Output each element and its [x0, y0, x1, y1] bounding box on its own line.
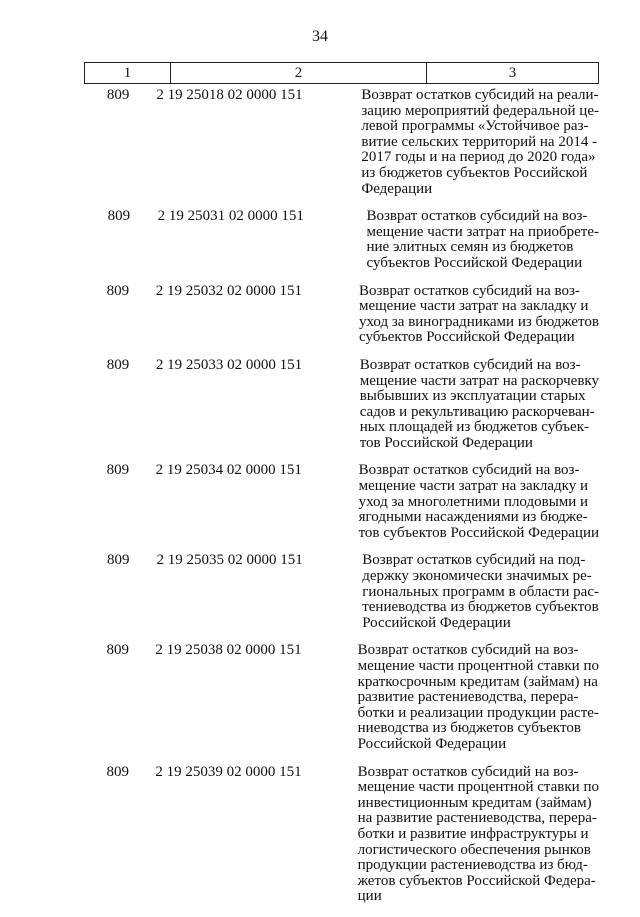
- description-line: Возврат остатков субсидий на воз-: [366, 208, 588, 225]
- description-line: краткосрочным кредитам (займам) на: [357, 673, 598, 690]
- description-line: Российской Федерации: [362, 614, 511, 631]
- kbk-code-cell: 2 19 25034 02 0000 151: [155, 462, 302, 479]
- table-row: [84, 358, 599, 452]
- description-line: 2017 годы и на период до 2020 года»: [361, 149, 596, 166]
- description-line: ботки и реализации продукции расте-: [357, 704, 599, 721]
- description-line: ных площадей из бюджетов субъек-: [359, 419, 589, 436]
- description-line: Возврат остатков субсидий на воз-: [357, 642, 579, 659]
- description-line: Российской Федерации: [357, 735, 507, 752]
- table-row: [84, 643, 599, 752]
- column-header-3: 3: [508, 64, 517, 81]
- kbk-code-cell: 2 19 25018 02 0000 151: [156, 87, 303, 103]
- description-line: развитие растениеводства, перера-: [357, 689, 579, 706]
- description-line: ции: [357, 888, 382, 905]
- description-line: тов Российской Федерации: [359, 434, 533, 451]
- description-line: продукции растениеводства из бюд-: [357, 857, 588, 874]
- description-line: гиональных программ в области рас-: [362, 583, 599, 600]
- description-line: Возврат остатков субсидий на под-: [362, 552, 586, 569]
- description-cell: [360, 358, 599, 452]
- kbk-code-cell: 2 19 25039 02 0000 151: [155, 763, 302, 780]
- description-cell: [361, 88, 599, 197]
- admin-code-cell: 809: [106, 87, 130, 103]
- description-line: мещение части затрат на закладку и: [358, 298, 589, 315]
- description-line: уход за многолетними плодовыми и: [358, 493, 589, 510]
- description-line: субъектов Российской Федерации: [366, 254, 583, 271]
- description-line: логистического обеспечения рынков: [357, 841, 591, 858]
- description-line: мещение части процентной ставки по: [357, 658, 599, 674]
- table-body: [84, 88, 599, 917]
- description-line: мещение части затрат на раскорчевку: [359, 372, 599, 389]
- description-line: Возврат остатков субсидий на воз-: [357, 763, 579, 780]
- description-line: на развитие растениеводства, перера-: [357, 810, 597, 827]
- description-line: ботки и развитие инфраструктуры и: [357, 825, 589, 842]
- description-line: мещение части затрат на приобрете-: [366, 223, 599, 240]
- kbk-code-cell: 2 19 25033 02 0000 151: [155, 356, 303, 373]
- description-cell: [358, 765, 599, 905]
- description-line: зацию мероприятий федеральной це-: [361, 102, 599, 119]
- description-line: Возврат остатков субсидий на воз-: [358, 462, 580, 479]
- description-line: из бюджетов субъектов Российской: [361, 164, 588, 181]
- table-row: [84, 284, 599, 346]
- description-line: ягодными насаждениями из бюдже-: [358, 509, 588, 526]
- kbk-code-cell: 2 19 25035 02 0000 151: [156, 552, 303, 569]
- column-header-2: 2: [171, 63, 427, 83]
- column-header-1: 1: [85, 63, 171, 83]
- description-line: витие сельских территорий на 2014 -: [361, 133, 598, 150]
- description-line: субъектов Российской Федерации: [358, 329, 575, 346]
- admin-code-cell: 809: [107, 552, 130, 569]
- description-cell: [366, 209, 599, 271]
- admin-code-cell: 809: [107, 208, 131, 225]
- description-line: ние элитных семян из бюджетов: [366, 239, 574, 256]
- description-line: садов и рекультивацию раскорчеван-: [359, 403, 595, 420]
- description-line: Федерации: [361, 180, 433, 197]
- admin-code-cell: 809: [106, 763, 129, 780]
- table-row: [84, 209, 599, 271]
- description-line: держку экономически значимых ре-: [362, 568, 592, 585]
- description-line: жетов субъектов Российской Федера-: [357, 872, 596, 889]
- table-row: [84, 553, 599, 631]
- admin-code-cell: 809: [106, 462, 130, 479]
- description-cell: [362, 553, 599, 631]
- description-line: уход за виноградниками из бюджетов: [358, 313, 599, 330]
- kbk-code-cell: 2 19 25032 02 0000 151: [155, 282, 302, 299]
- page-number: 34: [312, 28, 328, 45]
- admin-code-cell: 809: [106, 356, 130, 373]
- description-line: выбывших из эксплуатации старых: [359, 388, 586, 405]
- description-cell: [358, 643, 599, 752]
- table-header-row: [84, 62, 599, 84]
- table-row: [84, 765, 599, 905]
- description-line: инвестиционным кредитам (займам): [357, 794, 592, 811]
- admin-code-cell: 809: [106, 642, 129, 659]
- table-row: [84, 463, 599, 541]
- description-cell: [359, 284, 599, 346]
- description-line: левой программы «Устойчивое раз-: [361, 118, 589, 135]
- description-line: Возврат остатков субсидий на воз-: [358, 282, 580, 299]
- description-line: мещение части затрат на закладку и: [358, 478, 589, 495]
- description-cell: [359, 463, 599, 541]
- kbk-code-cell: 2 19 25031 02 0000 151: [157, 208, 304, 225]
- description-line: тов субъектов Российской Федерации: [358, 524, 599, 541]
- description-line: ниеводства из бюджетов субъектов: [357, 720, 581, 737]
- table-row: [84, 88, 599, 197]
- description-line: Возврат остатков субсидий на воз-: [359, 356, 581, 373]
- description-line: тениеводства из бюджетов субъектов: [362, 599, 599, 616]
- kbk-code-cell: 2 19 25038 02 0000 151: [155, 642, 302, 659]
- description-line: Возврат остатков субсидий на реали-: [361, 87, 599, 103]
- admin-code-cell: 809: [106, 282, 130, 299]
- description-line: мещение части процентной ставки по: [357, 779, 599, 796]
